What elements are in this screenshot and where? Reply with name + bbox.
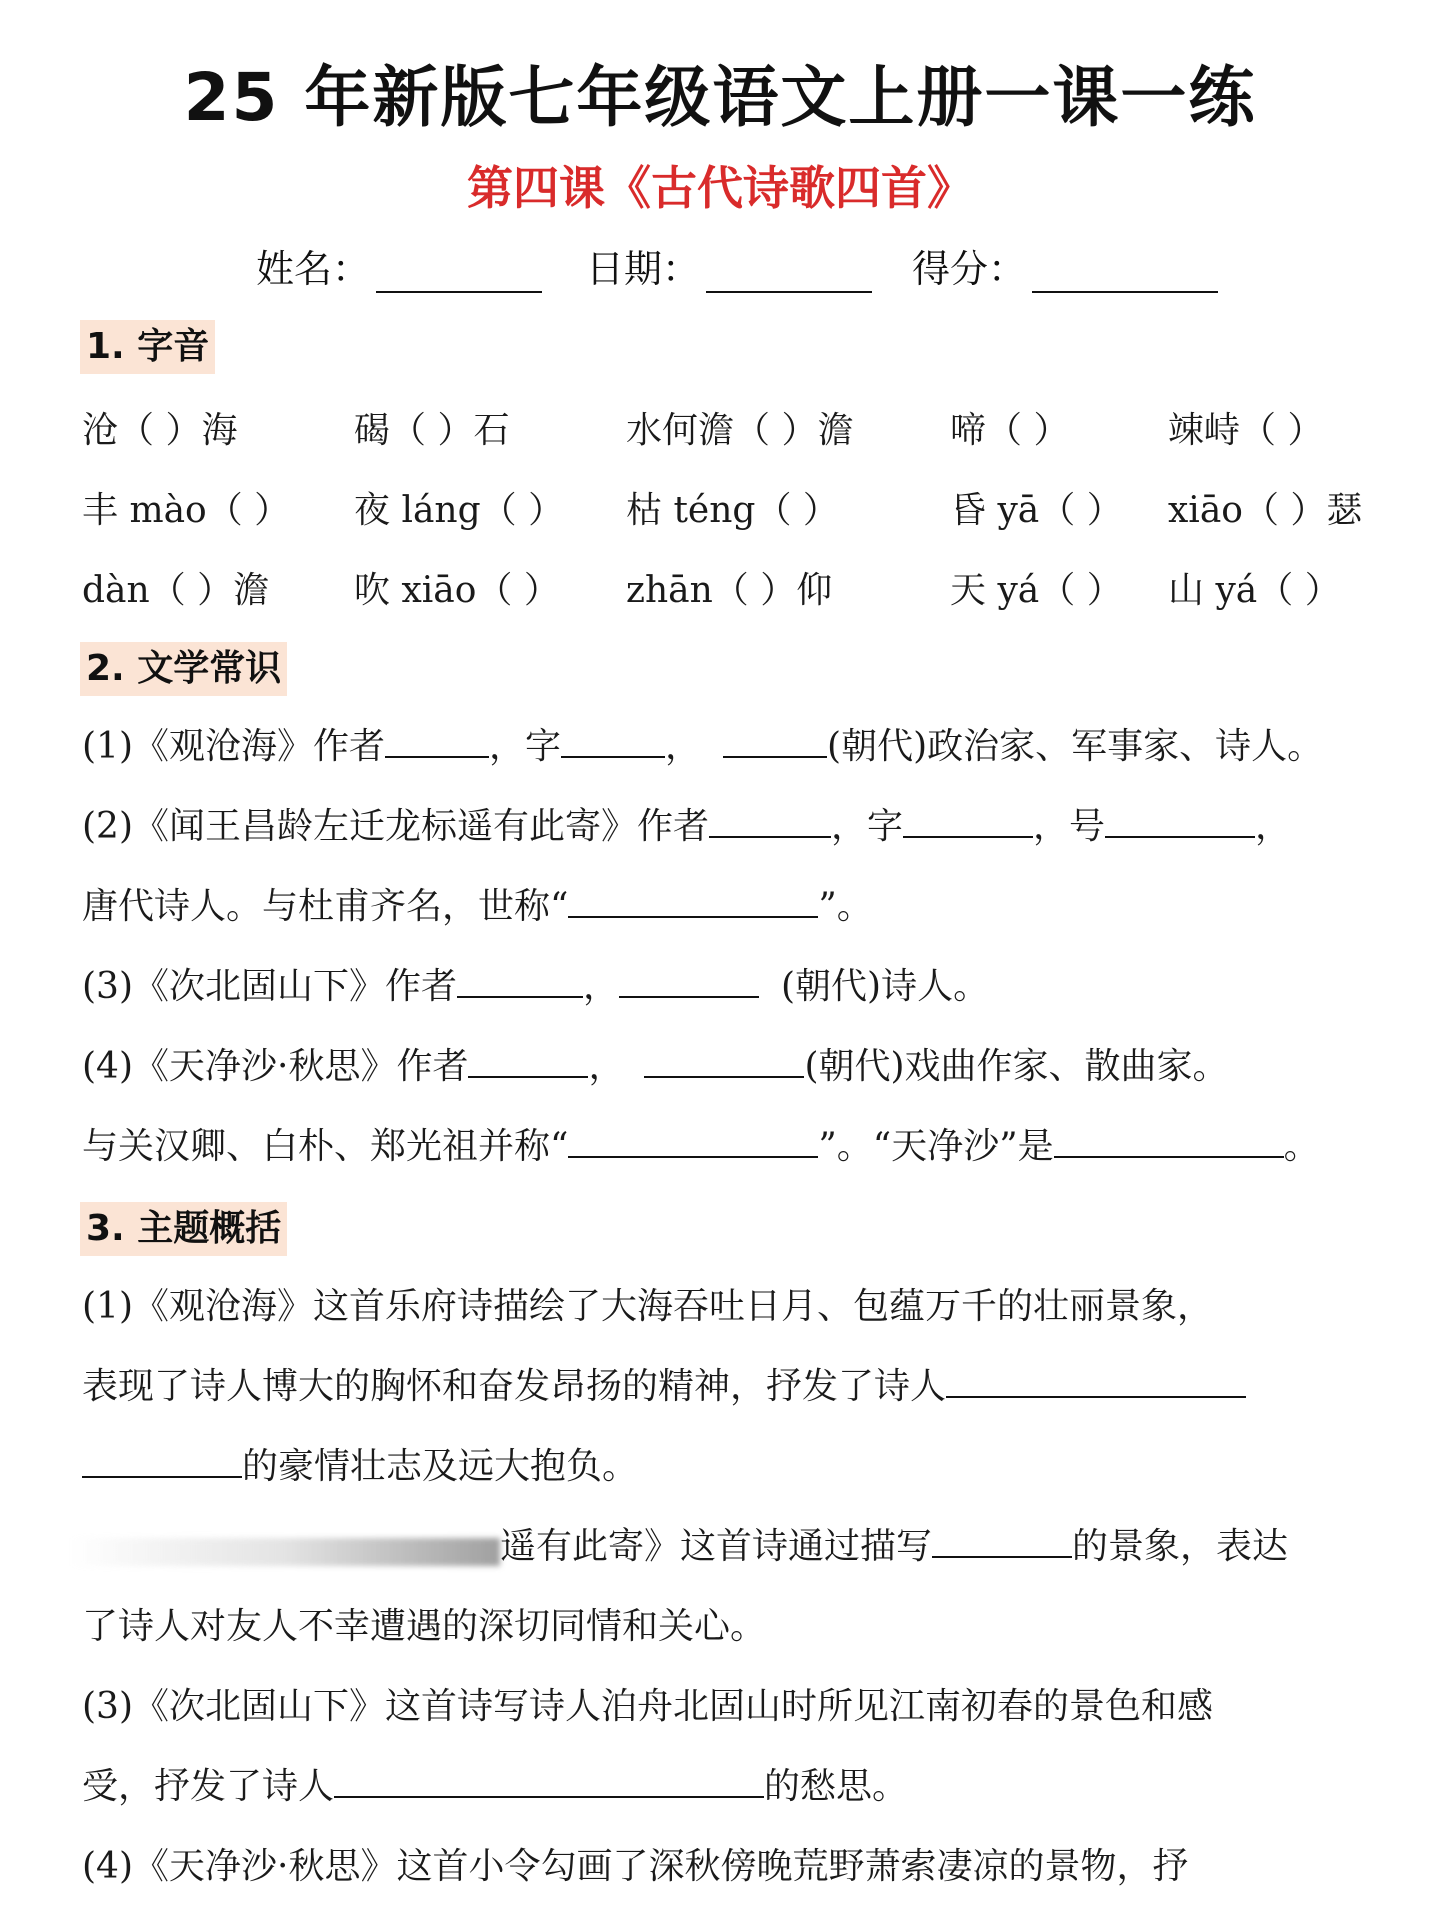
- section-pronunciation-title: 1. 字音: [80, 320, 215, 374]
- pinyin-item: 丰 mào（ ）: [82, 490, 291, 531]
- name-blank[interactable]: [376, 251, 542, 293]
- score-field[interactable]: [912, 238, 1218, 293]
- question-text: 遥有此寄》这首诗通过描写: [500, 1526, 933, 1567]
- literature-question-1: [82, 722, 1382, 772]
- pinyin-row: [82, 482, 1382, 538]
- question-text: (朝代)政治家、军事家、诗人。: [827, 726, 1324, 767]
- theme-question-2-cont: [82, 1602, 1382, 1652]
- answer-blank[interactable]: [1054, 1122, 1284, 1158]
- answer-blank[interactable]: [644, 1042, 804, 1078]
- pinyin-item: 啼（ ）: [950, 410, 1070, 451]
- question-text: ，: [665, 726, 702, 767]
- answer-blank[interactable]: [903, 802, 1033, 838]
- question-text: 的景象，表达: [1072, 1526, 1289, 1567]
- question-text: ，: [588, 1046, 625, 1087]
- theme-question-1-cont: [82, 1362, 1382, 1412]
- question-text: 。: [1283, 1126, 1320, 1167]
- answer-blank[interactable]: [932, 1522, 1072, 1558]
- pinyin-item: dàn（ ）澹: [82, 570, 270, 611]
- answer-blank[interactable]: [561, 722, 665, 758]
- theme-question-1: [82, 1282, 1382, 1332]
- pinyin-item: 水何澹（ ）澹: [626, 410, 854, 451]
- answer-blank[interactable]: [82, 1442, 242, 1478]
- question-text: 与关汉卿、白朴、郑光祖并称“: [82, 1126, 569, 1167]
- question-text: ，字: [489, 726, 562, 767]
- pinyin-item: 天 yá（ ）: [950, 570, 1123, 611]
- answer-blank[interactable]: [568, 882, 818, 918]
- question-text: (4)《天净沙·秋思》这首小令勾画了深秋傍晚荒野萧索凄凉的景物，抒: [82, 1846, 1189, 1887]
- question-text: ，字: [831, 806, 904, 847]
- question-text: 的愁思。: [764, 1766, 909, 1807]
- pinyin-item: 竦峙（ ）: [1168, 410, 1324, 451]
- answer-blank[interactable]: [457, 962, 583, 998]
- question-text: ”。“天净沙”是: [818, 1126, 1054, 1167]
- date-field[interactable]: [586, 238, 872, 293]
- question-text: (朝代)戏曲作家、散曲家。: [804, 1046, 1229, 1087]
- literature-question-4: [82, 1042, 1382, 1092]
- question-text: ”。: [818, 886, 873, 927]
- literature-question-3: [82, 962, 1382, 1012]
- student-info-row: [256, 238, 1218, 293]
- pinyin-item: 夜 láng（ ）: [354, 490, 565, 531]
- lesson-subtitle: 第四课《古代诗歌四首》: [467, 161, 973, 215]
- literature-question-2: [82, 802, 1382, 852]
- theme-question-2: [500, 1522, 1380, 1572]
- pinyin-item: 吹 xiāo（ ）: [354, 570, 560, 611]
- name-field[interactable]: [256, 238, 542, 293]
- pinyin-item: 沧（ ）海: [82, 410, 238, 451]
- question-text: ，号: [1033, 806, 1106, 847]
- answer-blank[interactable]: [619, 962, 759, 998]
- pinyin-item: 山 yá（ ）: [1168, 570, 1341, 611]
- pinyin-item: 昏 yā（ ）: [950, 490, 1123, 531]
- question-text: (1)《观沧海》作者: [82, 726, 385, 767]
- score-label: 得分：: [912, 247, 1027, 291]
- page-title: 25 年新版七年级语文上册一课一练: [183, 59, 1257, 136]
- pinyin-item: xiāo（ ）瑟: [1168, 490, 1363, 531]
- theme-question-3-cont: [82, 1762, 1382, 1812]
- pinyin-item: 枯 téng（ ）: [626, 490, 839, 531]
- score-blank[interactable]: [1032, 251, 1218, 293]
- question-text: 了诗人对友人不幸遭遇的深切同情和关心。: [82, 1606, 767, 1647]
- question-text: ，: [1255, 806, 1292, 847]
- name-label: 姓名：: [256, 247, 371, 291]
- theme-question-4: [82, 1842, 1382, 1892]
- literature-question-2-cont: [82, 882, 1382, 932]
- question-text: 唐代诗人。与杜甫齐名，世称“: [82, 886, 569, 927]
- answer-blank[interactable]: [723, 722, 827, 758]
- question-text: 受，抒发了诗人: [82, 1766, 335, 1807]
- answer-blank[interactable]: [1105, 802, 1255, 838]
- pinyin-item: zhān（ ）仰: [626, 570, 833, 611]
- date-label: 日期：: [586, 247, 701, 291]
- literature-question-4-cont: [82, 1122, 1382, 1172]
- theme-question-1-cont: [82, 1442, 1382, 1492]
- question-text: (3)《次北固山下》这首诗写诗人泊舟北固山时所见江南初春的景色和感: [82, 1686, 1213, 1727]
- question-text: 表现了诗人博大的胸怀和奋发昂扬的精神，抒发了诗人: [82, 1366, 947, 1407]
- pinyin-item: 碣（ ）石: [354, 410, 510, 451]
- question-text: ，: [583, 966, 620, 1007]
- section-theme-title: 3. 主题概括: [80, 1202, 287, 1256]
- question-text: (1)《观沧海》这首乐府诗描绘了大海吞吐日月、包蕴万千的壮丽景象，: [82, 1286, 1213, 1327]
- scan-smudge: [70, 1538, 500, 1566]
- answer-blank[interactable]: [709, 802, 831, 838]
- answer-blank[interactable]: [334, 1762, 764, 1798]
- pinyin-row: [82, 562, 1382, 618]
- question-text: (2)《闻王昌龄左迁龙标遥有此寄》作者: [82, 806, 709, 847]
- pinyin-row: [82, 402, 1382, 458]
- answer-blank[interactable]: [568, 1122, 818, 1158]
- date-blank[interactable]: [706, 251, 872, 293]
- question-text: (4)《天净沙·秋思》作者: [82, 1046, 469, 1087]
- question-text: (3)《次北固山下》作者: [82, 966, 457, 1007]
- question-text: 的豪情壮志及远大抱负。: [242, 1446, 639, 1487]
- answer-blank[interactable]: [385, 722, 489, 758]
- section-literature-title: 2. 文学常识: [80, 642, 287, 696]
- answer-blank[interactable]: [468, 1042, 588, 1078]
- question-text: (朝代)诗人。: [781, 966, 990, 1007]
- theme-question-3: [82, 1682, 1382, 1732]
- answer-blank[interactable]: [946, 1362, 1246, 1398]
